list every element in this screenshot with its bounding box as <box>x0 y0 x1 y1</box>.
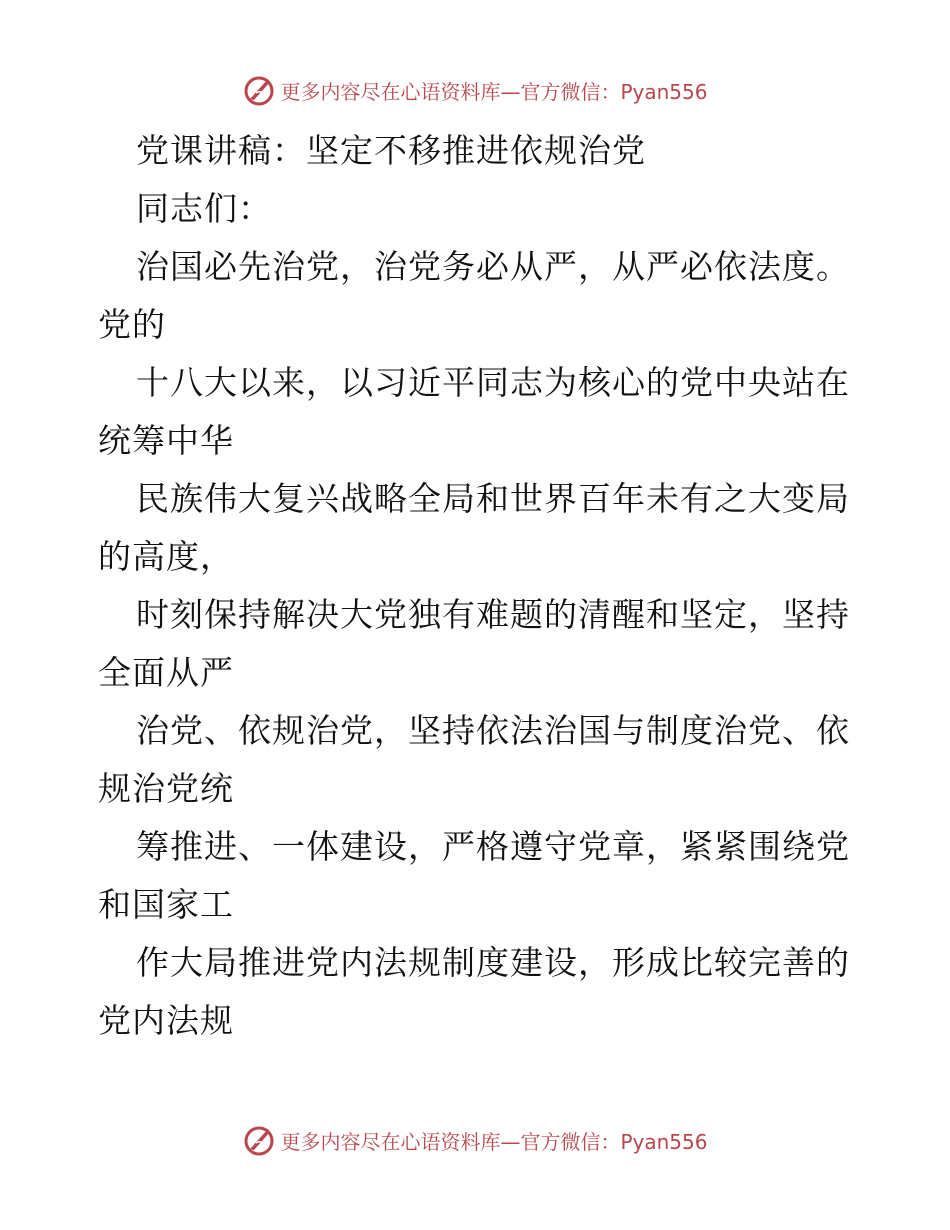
salutation: 同志们： <box>136 189 272 228</box>
paragraph-line: 全面从严 <box>98 653 234 692</box>
header-banner <box>0 70 950 110</box>
quill-logo-icon <box>242 1123 276 1157</box>
paragraph-line: 十八大以来，以习近平同志为核心的党中央站在 <box>136 363 850 402</box>
paragraph-line: 党内法规 <box>98 1001 234 1040</box>
paragraph-line: 的高度， <box>98 537 234 576</box>
quill-logo-icon <box>242 73 276 107</box>
paragraph-line: 时刻保持解决大党独有难题的清醒和坚定，坚持 <box>136 595 850 634</box>
paragraph-line: 民族伟大复兴战略全局和世界百年未有之大变局 <box>136 479 850 518</box>
paragraph-line: 规治党统 <box>98 769 234 808</box>
document-body <box>98 122 858 1050</box>
paragraph-line: 治党、依规治党，坚持依法治国与制度治党、依 <box>136 711 850 750</box>
footer-banner-text: 更多内容尽在心语资料库—官方微信：Pyan556 <box>280 1129 708 1154</box>
header-banner-text: 更多内容尽在心语资料库—官方微信：Pyan556 <box>280 79 708 104</box>
paragraph-line: 作大局推进党内法规制度建设，形成比较完善的 <box>136 943 850 982</box>
paragraph-line: 筹推进、一体建设，严格遵守党章，紧紧围绕党 <box>136 827 850 866</box>
paragraph-line: 和国家工 <box>98 885 234 924</box>
document-title: 党课讲稿：坚定不移推进依规治党 <box>136 131 646 170</box>
paragraph-line: 治国必先治党，治党务必从严，从严必依法度。 <box>136 247 850 286</box>
footer-banner <box>0 1120 950 1160</box>
paragraph-line: 统筹中华 <box>98 421 234 460</box>
paragraph-line: 党的 <box>98 305 166 344</box>
